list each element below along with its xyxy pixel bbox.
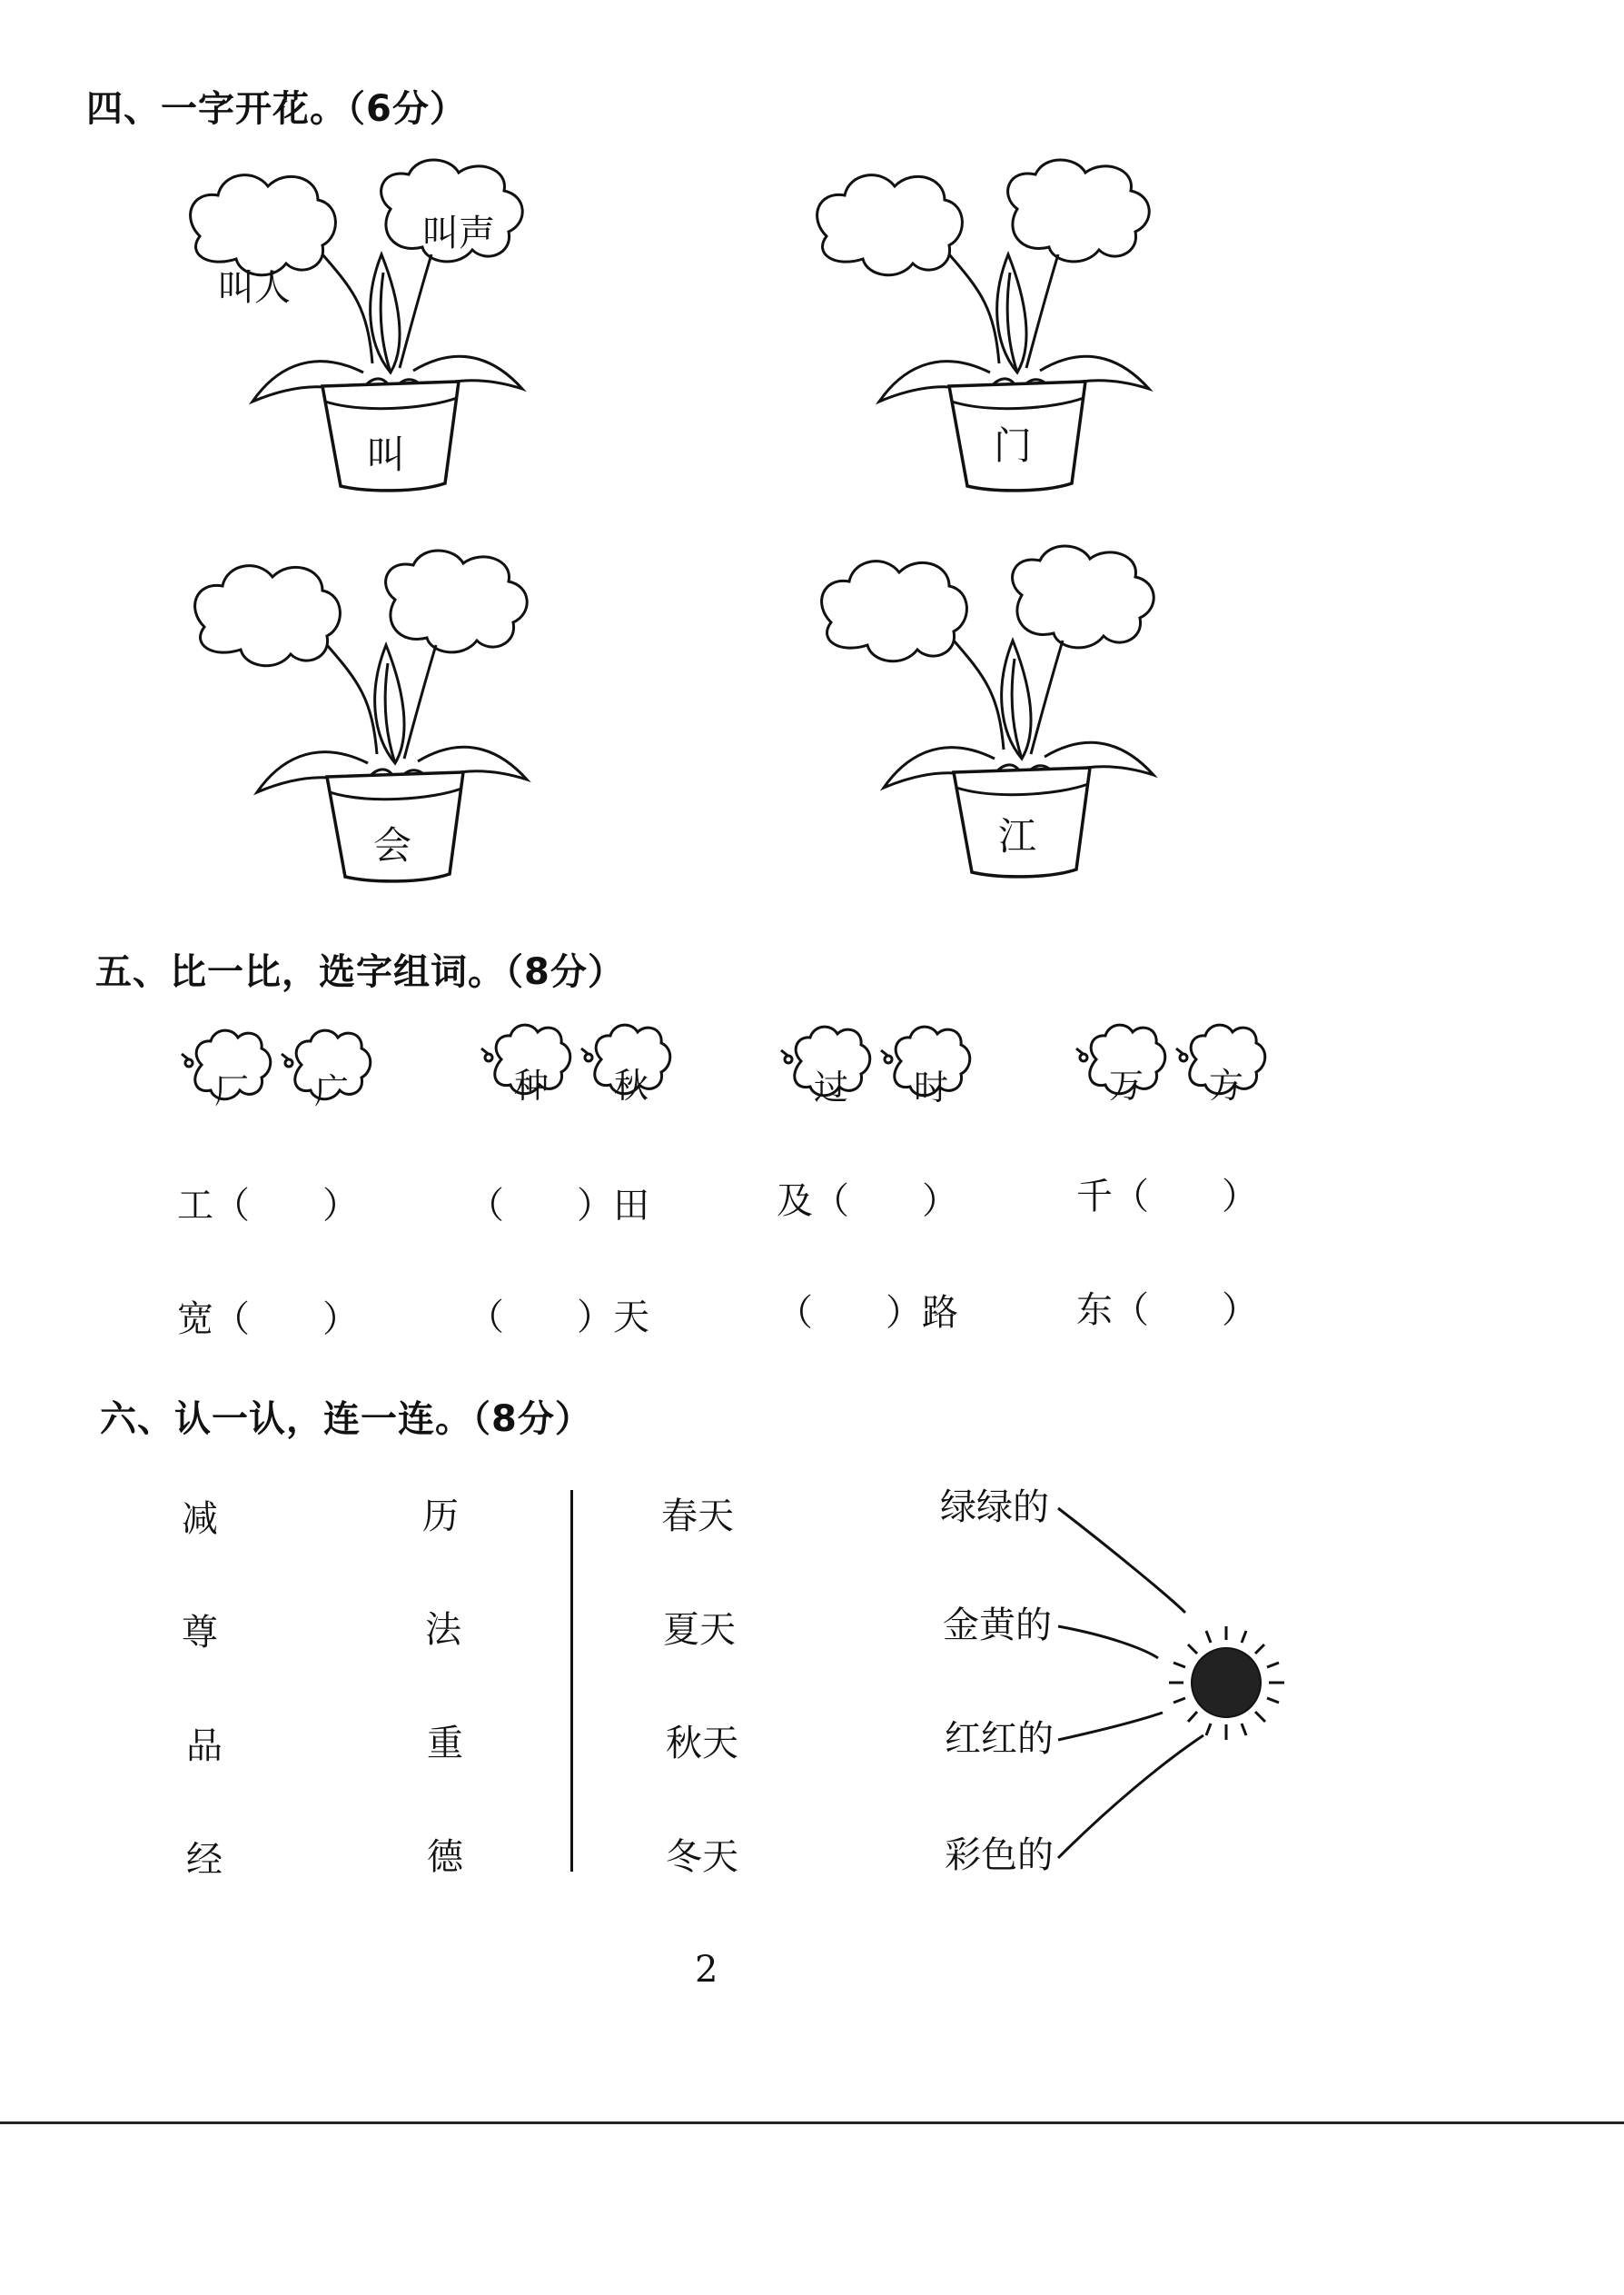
- fill-item-1-2[interactable]: 宽（ ）: [177, 1298, 359, 1340]
- season-2[interactable]: 夏天: [663, 1609, 736, 1651]
- connector-line-2: [1058, 1626, 1158, 1658]
- pot-char-3: 会: [372, 823, 411, 868]
- match-col1-3[interactable]: 品: [186, 1725, 223, 1767]
- choice-char-2a: 种: [513, 1066, 549, 1106]
- color-word-4[interactable]: 彩色的: [945, 1834, 1054, 1876]
- fill-item-4-1[interactable]: 千（ ）: [1076, 1176, 1258, 1217]
- pot-char-2: 门: [993, 423, 1032, 468]
- choice-char-2b: 秋: [613, 1066, 649, 1106]
- match-col2-1[interactable]: 历: [422, 1495, 459, 1537]
- connector-line-3: [1058, 1713, 1163, 1740]
- pot-char-4: 江: [997, 814, 1036, 859]
- match-col1-4[interactable]: 经: [186, 1839, 223, 1881]
- match-col1-2[interactable]: 尊: [182, 1612, 218, 1654]
- connector-line-1: [1058, 1508, 1185, 1613]
- choice-char-3b: 时: [913, 1068, 948, 1108]
- fill-item-3-2[interactable]: （ ）路: [777, 1292, 958, 1334]
- pot-char-1: 叫: [366, 432, 405, 477]
- cloud-word-1-left: 叫人: [218, 267, 291, 309]
- connector-line-4: [1058, 1735, 1203, 1858]
- season-1[interactable]: 春天: [661, 1495, 734, 1537]
- fill-item-3-1[interactable]: 及（ ）: [777, 1180, 958, 1222]
- match-col2-4[interactable]: 德: [427, 1836, 463, 1878]
- choice-char-3a: 过: [813, 1068, 848, 1108]
- match-col2-2[interactable]: 法: [425, 1609, 461, 1651]
- fill-item-2-1[interactable]: （ ）田: [468, 1185, 649, 1227]
- match-col2-3[interactable]: 重: [427, 1723, 463, 1764]
- choice-char-1a: 厂: [213, 1071, 249, 1111]
- section-six-title: 六、认一认，连一连。（8分）: [100, 1398, 592, 1440]
- season-3[interactable]: 秋天: [666, 1723, 738, 1764]
- divider-line: [570, 1490, 573, 1872]
- fill-item-4-2[interactable]: 东（ ）: [1076, 1289, 1258, 1331]
- color-word-1[interactable]: 绿绿的: [940, 1486, 1049, 1528]
- cloud-word-1-right: 叫声: [422, 213, 495, 254]
- choice-char-1b: 广: [313, 1071, 349, 1111]
- season-4[interactable]: 冬天: [666, 1836, 738, 1878]
- page-number: 2: [695, 1949, 718, 1991]
- sun-icon: [1035, 1490, 1335, 1872]
- color-word-3[interactable]: 红红的: [945, 1718, 1054, 1760]
- section-four-title: 四、一字开花。（6分）: [86, 88, 467, 130]
- bottom-rule: [0, 2121, 1624, 2124]
- choice-char-4b: 方: [1208, 1066, 1243, 1106]
- match-col1-1[interactable]: 减: [182, 1498, 218, 1540]
- fill-item-1-1[interactable]: 工（ ）: [177, 1185, 359, 1227]
- color-word-2[interactable]: 金黄的: [943, 1605, 1052, 1646]
- fill-item-2-2[interactable]: （ ）天: [468, 1297, 649, 1338]
- choice-char-4a: 万: [1108, 1066, 1144, 1106]
- section-five-title: 五、比一比，选字组词。（8分）: [95, 951, 625, 993]
